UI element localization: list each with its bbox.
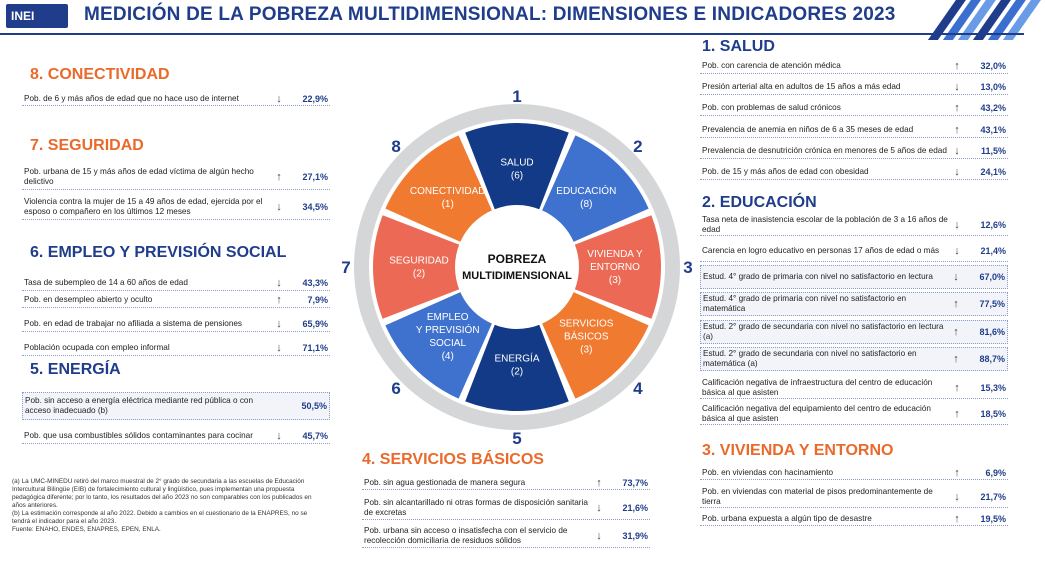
segment-label: ENERGÍA [494,353,540,365]
footnote-b: (b) La estimación corresponde al año 2022. Debido a cambios en el cuestionario de la ENAPRES, no se tendrá el indicador para el año 2023. [12,510,308,525]
inei-logo [6,4,68,28]
arrow-up-icon: ↑ [954,466,960,479]
segment-label: CONECTIVIDAD [409,186,486,198]
section-title-educacion: 2. EDUCACIÓN [702,194,817,211]
segment-label: Y PREVISIÓN [415,324,480,336]
segment-label: SEGURIDAD [389,255,449,267]
segment-number: 2 [633,137,643,157]
arrow-up-icon: ↑ [953,326,959,338]
indicator-label: Tasa neta de inasistencia escolar de la población de 3 a 16 años de edad [702,214,948,234]
indicator-row [700,403,1008,425]
indicator-value: 11,5% [980,145,1006,156]
segment-number: 6 [391,378,401,398]
indicator-value: 21,7% [980,491,1006,502]
indicator-row [362,476,650,490]
section-title-servicios: 4. SERVICIOS BÁSICOS [362,451,544,468]
header-stripes [924,0,1024,32]
segment-number: 5 [512,429,522,448]
arrow-down-icon: ↓ [276,277,282,289]
indicator-label: Violencia contra la mujer de 15 a 49 años de edad, ejercida por el esposo o compañero en los últimos 12 meses [24,196,263,216]
segment-label: (3) [608,275,622,286]
arrow-down-icon: ↓ [954,80,960,93]
indicator-row [700,100,1008,116]
indicator-label: Pob. de 15 y más años de edad con obesidad [702,166,869,176]
segment-number: 8 [391,137,401,157]
dimensions-wheel [341,87,693,448]
indicator-row [700,58,1008,74]
indicator-label: Pob. con problemas de salud crónicos [702,102,841,112]
indicator-label: Estud. 4° grado de primaria con nivel no satisfactorio en lectura [703,272,933,281]
arrow-up-icon: ↑ [954,381,960,394]
indicator-value: 24,1% [980,166,1006,177]
indicator-label: Pob. urbana sin acceso o insatisfecha con el servicio de recolección domiciliaria de residuos sólidos [364,525,568,545]
arrow-down-icon: ↓ [954,144,960,157]
indicator-row [22,341,330,356]
indicator-label: Calificación negativa del equipamiento del centro de educación básica al que asisten [702,403,931,423]
indicator-label: Tasa de subempleo de 14 a 60 años de edad [24,278,188,287]
indicator-label: Población ocupada con empleo informal [24,343,170,352]
indicator-value: 88,7% [979,354,1005,364]
indicator-label: Pob. en viviendas con material de pisos predominantemente de tierra [702,486,933,506]
segment-label: VIVIENDA Y [587,249,643,260]
header [0,0,1024,32]
arrow-down-icon: ↓ [276,92,282,105]
indicator-row [362,496,650,520]
indicator-value: 43,3% [302,278,328,288]
center-circle [455,205,579,329]
indicator-row [700,347,1008,371]
indicator-value: 45,7% [302,430,328,441]
indicator-label: Estud. 2° grado de secundaria con nivel no satisfactorio en matemática (a) [703,349,917,368]
indicator-label: Prevalencia de anemia en niños de 6 a 35 meses de edad [702,124,914,134]
indicator-label: Pob. en edad de trabajar no afiliada a sistema de pensiones [24,319,243,328]
arrow-down-icon: ↓ [276,200,282,213]
arrow-down-icon: ↓ [954,165,960,178]
indicator-row [700,377,1008,399]
logo-text: INEI [11,9,35,23]
indicator-label: Prevalencia de desnutrición crónica en menores de 5 años de edad [702,145,947,155]
segment-number: 3 [683,258,693,277]
arrow-down-icon: ↓ [954,244,960,257]
arrow-up-icon: ↑ [953,298,959,310]
segment-label: ENTORNO [590,262,640,273]
footnote-source: Fuente: ENAHO, ENDES, ENAPRES, EPEN, ENLA. [12,526,161,533]
indicator-label: Pob. sin agua gestionada de manera segura [364,477,526,487]
segment-label: SOCIAL [429,337,467,349]
indicator-value: 7,9% [307,295,328,305]
indicator-label: Pob. urbana expuesta a algún tipo de desastre [702,513,872,523]
indicator-row [700,79,1008,95]
indicator-row [22,317,330,332]
indicator-row [700,122,1008,138]
indicator-row [700,214,1008,236]
indicator-label: Estud. 2° grado de secundaria con nivel no satisfactorio en lectura (a) [703,322,944,341]
indicator-label: Pob. en desempleo abierto y oculto [24,295,153,304]
indicator-value: 18,5% [980,408,1006,419]
indicator-value: 77,5% [979,299,1005,309]
indicator-row [22,276,330,291]
indicator-value: 71,1% [302,343,328,353]
segment-label: (4) [441,350,454,362]
indicator-row [22,164,330,190]
indicator-value: 31,9% [622,530,648,541]
indicator-label: Presión arterial alta en adultos de 15 años a más edad [702,81,901,91]
indicator-value: 15,3% [980,382,1006,393]
arrow-up-icon: ↑ [954,101,960,114]
indicator-value: 43,2% [980,102,1006,113]
segment-number: 4 [633,378,643,398]
segment-label: (8) [580,199,593,211]
indicator-value: 22,9% [302,93,328,104]
segment-label: (2) [510,366,524,378]
segment-label: EMPLEO [426,311,469,323]
indicator-label: Pob. con carencia de atención médica [702,60,841,70]
arrow-up-icon: ↑ [953,353,959,365]
indicator-row [22,293,330,308]
segment-label: (1) [441,199,454,211]
segment-label: BÁSICOS [564,331,609,343]
arrow-down-icon: ↓ [953,271,959,283]
footnotes [12,478,322,534]
segment-label: SALUD [500,157,534,169]
indicator-row [700,143,1008,159]
arrow-down-icon: ↓ [276,429,282,442]
center-label-2: MULTIDIMENSIONAL [462,270,572,282]
indicator-label: Estud. 4° grado de primaria con nivel no satisfactorio en matemática [703,294,907,313]
indicator-row [700,292,1008,316]
indicator-value: 81,6% [979,327,1005,337]
indicator-row [22,92,330,106]
section-title-vivienda: 3. VIVIENDA Y ENTORNO [702,442,894,459]
indicator-label: Pob. de 6 y más años de edad que no hace uso de internet [24,93,239,103]
indicator-row [700,486,1008,508]
indicator-row [22,194,330,220]
arrow-down-icon: ↓ [276,318,282,330]
indicator-value: 13,0% [980,81,1006,92]
arrow-down-icon: ↓ [596,529,602,542]
arrow-up-icon: ↑ [954,123,960,136]
arrow-up-icon: ↑ [954,59,960,72]
indicator-value: 65,9% [302,319,328,329]
indicator-value: 6,9% [985,467,1006,478]
indicator-row [700,466,1008,480]
indicator-label: Carencia en logro educativo en personas 17 años de edad o más [702,245,940,255]
indicator-value: 27,1% [302,171,328,182]
section-title-empleo: 6. EMPLEO Y PREVISIÓN SOCIAL [30,244,287,261]
indicator-row [700,320,1008,344]
indicator-value: 34,5% [302,201,328,212]
arrow-up-icon: ↑ [954,512,960,525]
indicator-row [22,428,330,444]
arrow-up-icon: ↑ [276,170,282,183]
arrow-up-icon: ↑ [954,407,960,420]
arrow-up-icon: ↑ [276,294,282,306]
indicator-value: 73,7% [622,477,648,488]
arrow-down-icon: ↓ [954,218,960,231]
indicator-label: Pob. que usa combustibles sólidos contaminantes para cocinar [24,430,253,440]
indicator-value: 50,5% [301,401,327,411]
footnote-a: (a) La UMC-MINEDU retiró del marco muestral de 2° grado de secundaria a las escuelas de Educación Intercultural Bilingüe (EIB) de fortalecimiento cultural y lingüístico, pues implementan una propuesta pedagógica diferente; por lo tanto, los resultados del año 2023 no son comparables con los publicados en años anteriores. [12,478,312,509]
segment-label: SERVICIOS [559,318,614,330]
indicator-value: 21,4% [980,245,1006,256]
segment-label: (6) [510,170,524,182]
segment-label: (2) [412,268,426,280]
indicator-value: 19,5% [980,513,1006,524]
indicator-label: Calificación negativa de infraestructura del centro de educación básica al que asisten [702,377,933,397]
indicator-value: 32,0% [980,60,1006,71]
indicator-label: Pob. en viviendas con hacinamiento [702,467,834,477]
indicator-value: 67,0% [979,272,1005,282]
arrow-up-icon: ↑ [596,476,602,489]
indicator-row [700,512,1008,526]
segment-number: 7 [341,258,351,277]
indicator-row [700,240,1008,262]
indicator-row [700,265,1008,289]
arrow-down-icon: ↓ [596,501,602,514]
segment-label: (3) [580,344,593,356]
indicator-label: Pob. sin alcantarillado ni otras formas de disposición sanitaria de excretas [364,497,588,517]
arrow-down-icon: ↓ [276,342,282,354]
section-title-salud: 1. SALUD [702,38,775,55]
center-label-1: POBREZA [487,252,547,266]
section-title-energia: 5. ENERGÍA [30,361,121,378]
indicator-label: Pob. urbana de 15 y más años de edad víctima de algún hecho delictivo [24,166,254,186]
indicator-row [22,392,330,420]
indicator-value: 21,6% [622,502,648,513]
indicator-value: 43,1% [980,124,1006,135]
indicator-row [362,524,650,548]
indicator-label: Pob. sin acceso a energía eléctrica mediante red pública o con acceso inadecuado (b) [25,396,254,415]
header-divider [0,33,1024,35]
section-title-seguridad: 7. SEGURIDAD [30,137,144,154]
arrow-down-icon: ↓ [954,490,960,503]
section-title-conectividad: 8. CONECTIVIDAD [30,66,170,83]
indicator-row [700,164,1008,180]
page-title: MEDICIÓN DE LA POBREZA MULTIDIMENSIONAL: DIMENSIONES E INDICADORES 2023 [84,4,896,25]
segment-label: EDUCACIÓN [556,186,617,198]
indicator-value: 12,6% [980,219,1006,230]
segment-number: 1 [512,87,522,106]
